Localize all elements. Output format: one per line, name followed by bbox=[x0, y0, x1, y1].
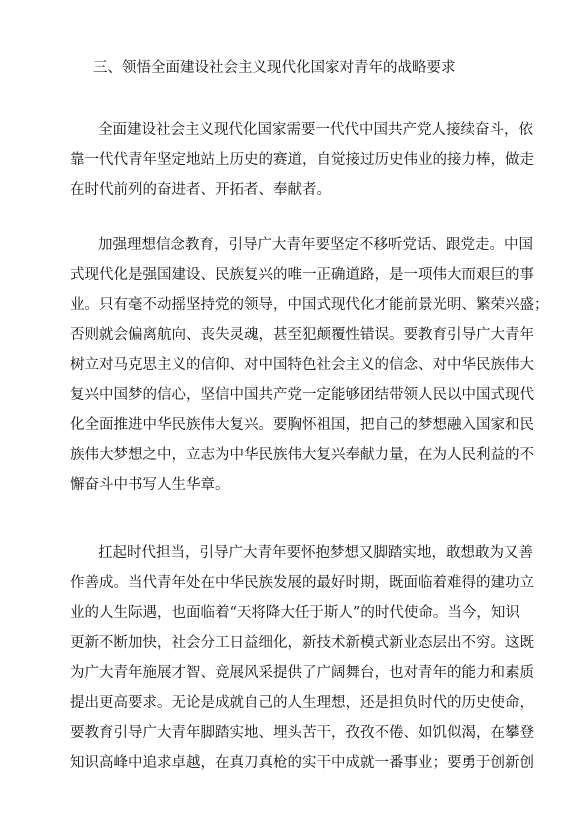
paragraph-1 bbox=[70, 115, 534, 205]
paragraph-line: 懈奋斗中书写人生华章。 bbox=[70, 477, 230, 493]
paragraph-3 bbox=[70, 538, 534, 778]
paragraph-line: 作善成。当代青年处在中华民族发展的最好时期，既面临着难得的建功立 bbox=[70, 575, 534, 591]
paragraph-line: 复兴中国梦的信心，坚信中国共产党一定能够团结带领人民以中国式现代 bbox=[70, 387, 534, 403]
paragraph-line: 树立对马克思主义的信仰、对中国特色社会主义的信念、对中华民族伟大 bbox=[70, 357, 534, 373]
paragraph-line: 更新不断加快，社会分工日益细化，新技术新模式新业态层出不穷。这既 bbox=[70, 635, 534, 651]
paragraph-line: 为广大青年施展才智、竞展风采提供了广阔舞台，也对青年的能力和素质 bbox=[70, 665, 534, 681]
section-heading: 三、领悟全面建设社会主义现代化国家对青年的战略要求 bbox=[93, 60, 456, 76]
paragraph-line: 要教育引导广大青年脚踏实地、埋头苦干，孜孜不倦、如饥似渴，在攀登 bbox=[70, 725, 534, 741]
paragraph-line: 在时代前列的奋进者、开拓者、奉献者。 bbox=[70, 182, 331, 198]
paragraph-line: 提出更高要求。无论是成就自己的人生理想，还是担负时代的历史使命， bbox=[70, 695, 534, 711]
paragraph-line: 业。只有毫不动摇坚持党的领导，中国式现代化才能前景光明、繁荣兴盛； bbox=[70, 297, 549, 313]
paragraph-line: 全面建设社会主义现代化国家需要一代代中国共产党人接续奋斗，依 bbox=[98, 122, 533, 138]
paragraph-line: 知识高峰中追求卓越，在真刀真枪的实干中成就一番事业；要勇于创新创 bbox=[70, 755, 534, 771]
paragraph-line: 族伟大梦想之中，立志为中华民族伟大复兴奉献力量，在为人民利益的不 bbox=[70, 447, 534, 463]
paragraph-line: 否则就会偏离航向、丧失灵魂，甚至犯颠覆性错误。要教育引导广大青年 bbox=[70, 327, 534, 343]
paragraph-line: 业的人生际遇，也面临着“天将降大任于斯人”的时代使命。当今，知识 bbox=[70, 605, 520, 621]
paragraph-line: 式现代化是强国建设、民族复兴的唯一正确道路，是一项伟大而艰巨的事 bbox=[70, 267, 534, 283]
paragraph-2 bbox=[70, 230, 549, 500]
paragraph-line: 加强理想信念教育，引导广大青年要坚定不移听党话、跟党走。中国 bbox=[98, 237, 533, 253]
paragraph-line: 靠一代代青年坚定地站上历史的赛道，自觉接过历史伟业的接力棒，做走 bbox=[70, 152, 534, 168]
paragraph-line: 化全面推进中华民族伟大复兴。要胸怀祖国，把自己的梦想融入国家和民 bbox=[70, 417, 534, 433]
paragraph-line: 扛起时代担当，引导广大青年要怀抱梦想又脚踏实地，敢想敢为又善 bbox=[98, 545, 533, 561]
